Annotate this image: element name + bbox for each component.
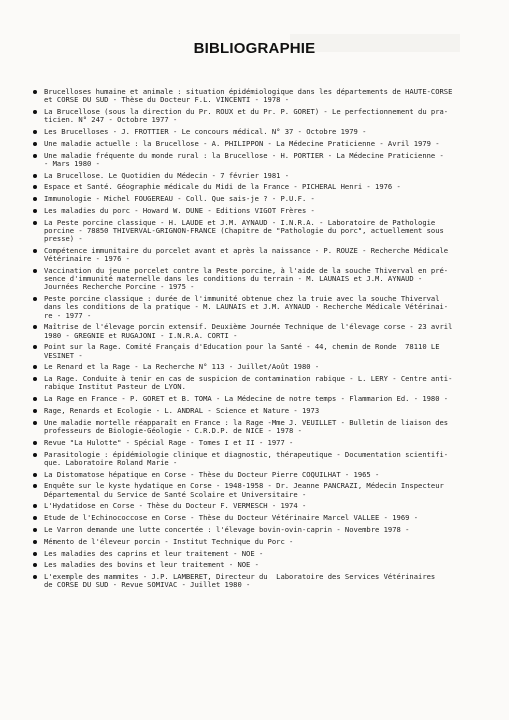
bullet-icon [33, 221, 37, 225]
bibliography-entry-text: Une maladie fréquente du monde rural : la Brucellose - H. PORTIER - La Médecine Praticienne - - Mars 1980 - [44, 150, 444, 168]
bibliography-entry [33, 343, 481, 359]
bibliography-entry-text: Vaccination du jeune porcelet contre la Peste porcine, à l'aide de la souche Thiverval en pré- sence d'immunité maternelle dans les conditions du terrain - M. LAUNAIS et J.M. AYNAUD - Journées Recherche Porcine - 1975 - [44, 265, 449, 292]
bibliography-entry-text: La Brucellose (sous la direction du Pr. ROUX et du Pr. P. GORET) - Le perfectionnement du pra- ticien. N° 247 - Octobre 1977 - [44, 107, 449, 125]
bibliography-entry-text: Espace et Santé. Géographie médicale du Midi de la France - PICHERAL Henri - 1976 - [44, 182, 401, 192]
bibliography-entry [33, 172, 481, 180]
bibliography-entry-text: Les maladies des bovins et leur traitement - NOE - [44, 560, 259, 570]
bibliography-entry [33, 482, 481, 498]
bibliography-entry [33, 195, 481, 203]
bibliography-entry [33, 471, 481, 479]
bibliography-entry-text: Peste porcine classique : durée de l'immunité obtenue chez la truie avec la souche Thiverval dans les conditions de la pratique - M. LAUNAIS et J.M. AYNAUD - Recherche Médicale Vétérinai- re - 1977 - [44, 294, 449, 320]
bibliography-entry-text: Point sur la Rage. Comité Français d'Education pour la Santé - 44, chemin de Ronde 78110 LE VESINET - [44, 342, 440, 360]
bibliography-entry-text: L'exemple des mammites - J.P. LAMBERET, Directeur du Laboratoire des Services Vétérinaires de CORSE DU SUD - Revue SOMIVAC - Juillet 1980 - [44, 572, 436, 590]
bibliography-entry [33, 573, 481, 589]
bibliography-entry-text: Les Brucelloses - J. FROTTIER - Le concours médical. N° 37 - Octobre 1979 - [44, 127, 367, 136]
bibliography-entry-text: La Brucellose. Le Quotidien du Médecin - 7 février 1981 - [44, 170, 290, 180]
bibliography-entry [33, 140, 481, 148]
bibliography-entry-text: Une maladie mortelle réapparaît en France : la Rage -Mme J. VEUILLET - Bulletin de liaison des professeurs de Biologie-Géologie - C.R.D.P. de NICE - 1978 - [44, 417, 449, 435]
bullet-icon [33, 484, 37, 488]
bullet-icon [33, 142, 37, 146]
bibliography-entry [33, 152, 481, 168]
bullet-icon [33, 421, 37, 425]
bullet-icon [33, 540, 37, 544]
bibliography-entry-text: Enquête sur le kyste hydatique en Corse - 1948-1958 - Dr. Jeanne PANCRAZI, Médecin Inspecteur Départemental du Service de Santé Scolaire et Universitaire - [44, 481, 444, 499]
bullet-icon [33, 504, 37, 508]
bullet-icon [33, 377, 37, 381]
bibliography-entry [33, 526, 481, 534]
bullet-icon [33, 345, 37, 349]
bibliography-entry-text: La Rage en France - P. GORET et B. TOMA - La Médecine de notre temps - Flammarion Ed. - 1980 - [44, 394, 449, 404]
bibliography-entry-text: Les maladies des caprins et leur traitement - NOE - [44, 548, 264, 558]
bullet-icon [33, 130, 37, 134]
bibliography-entry [33, 419, 481, 435]
bullet-icon [33, 453, 37, 457]
bibliography-entry [33, 88, 481, 104]
bullet-icon [33, 563, 37, 567]
bibliography-entry [33, 219, 481, 244]
bibliography-entry-text: Mémento de l'éleveur porcin - Institut Technique du Porc - [44, 536, 294, 546]
bibliography-entry [33, 439, 481, 447]
bullet-icon [33, 409, 37, 413]
bibliography-entry-text: Immunologie - Michel FOUGEREAU - Coll. Que sais-je ? - P.U.F. - [44, 194, 315, 204]
bibliography-entry [33, 207, 481, 215]
bibliography-entry [33, 323, 481, 339]
bibliography-entry-text: Compétence immunitaire du porcelet avant et après la naissance - P. ROUZE - Recherche Médicale Vétérinaire - 1976 - [44, 245, 449, 264]
bibliography-entry-text: La Peste porcine classique - H. LAUDE et J.M. AYNAUD - I.N.R.A. - Laboratoire de Pathologie porcine - 78850 THIVERVAL-GRIGNON-FRANCE (Chapitre de "Pathologie du porc", actuellement sous presse) - [44, 217, 444, 244]
bullet-icon [33, 185, 37, 189]
bullet-icon [33, 154, 37, 158]
bibliography-entry-text: Le Varron demande une lutte concertée : l'élevage bovin-ovin-caprin - Novembre 1978 - [44, 524, 410, 534]
bullet-icon [33, 197, 37, 201]
bullet-icon [33, 249, 37, 253]
bibliography-entry [33, 363, 481, 371]
bibliography-entry [33, 267, 481, 292]
bibliography-entry [33, 514, 481, 522]
bullet-icon [33, 297, 37, 301]
bullet-icon [33, 174, 37, 178]
bibliography-entry [33, 550, 481, 558]
bibliography-list [33, 88, 481, 593]
bibliography-entry-text: Une maladie actuelle : la Brucellose - A. PHILIPPON - La Médecine Praticienne - Avril 1979 - [44, 138, 440, 148]
bibliography-entry-text: Parasitologie : épidémiologie clinique et diagnostic, thérapeutique - Documentation scientifi- que. Laboratoire Roland Marie - [44, 449, 449, 467]
bibliography-entry-text: Revue "La Hulotte" - Spécial Rage - Tomes I et II - 1977 - [44, 437, 294, 447]
bibliography-entry [33, 247, 481, 263]
bibliography-entry [33, 108, 481, 124]
bibliography-entry-text: Brucelloses humaine et animale : situation épidémiologique dans les départements de HAUTE-CORSE et CORSE DU SUD - Thèse du Docteur F.L. VINCENTI - 1978 - [44, 87, 453, 105]
bibliography-entry [33, 407, 481, 415]
bibliography-entry-text: Rage, Renards et Ecologie - L. ANDRAL - Science et Nature - 1973 [44, 405, 320, 415]
bibliography-entry [33, 295, 481, 320]
bullet-icon [33, 575, 37, 579]
bullet-icon [33, 552, 37, 556]
bibliography-entry [33, 375, 481, 391]
bibliography-entry [33, 502, 481, 510]
bibliography-entry [33, 395, 481, 403]
bullet-icon [33, 528, 37, 532]
bullet-icon [33, 110, 37, 114]
bullet-icon [33, 516, 37, 520]
bibliography-entry-text: Les maladies du porc - Howard W. DUNE - Editions VIGOT Frères - [44, 205, 315, 215]
bibliography-entry [33, 451, 481, 467]
bullet-icon [33, 473, 37, 477]
bibliography-entry-text: La Rage. Conduite à tenir en cas de suspicion de contamination rabique - L. LERY - Centre anti- rabique Institut Pasteur de LYON. [44, 374, 453, 392]
bullet-icon [33, 397, 37, 401]
bullet-icon [33, 90, 37, 94]
bibliography-entry-text: La Distomatose hépatique en Corse - Thèse du Docteur Pierre COQUILHAT - 1965 - [44, 469, 380, 479]
bibliography-entry-text: Etude de l'Echinococcose en Corse - Thèse du Docteur Vétérinaire Marcel VALLEE - 1969 - [44, 513, 419, 523]
bibliography-entry-text: Le Renard et la Rage - La Recherche N° 113 - Juillet/Août 1980 - [44, 362, 320, 372]
bibliography-entry [33, 561, 481, 569]
bibliography-entry-text: Maîtrise de l'élevage porcin extensif. Deuxième Journée Technique de l'élevage corse - 23 avril 1980 - GREGNIE et RUGAJONI - I.N.R.A. CORTI - [44, 322, 453, 340]
bibliography-entry [33, 183, 481, 191]
bullet-icon [33, 325, 37, 329]
bullet-icon [33, 365, 37, 369]
bibliography-entry [33, 128, 481, 136]
page-title: BIBLIOGRAPHIE [193, 40, 316, 57]
bullet-icon [33, 441, 37, 445]
bibliography-entry-text: L'Hydatidose en Corse - Thèse du Docteur F. VERMESCH - 1974 - [44, 501, 307, 511]
bullet-icon [33, 209, 37, 213]
bullet-icon [33, 269, 37, 273]
bibliography-entry [33, 538, 481, 546]
